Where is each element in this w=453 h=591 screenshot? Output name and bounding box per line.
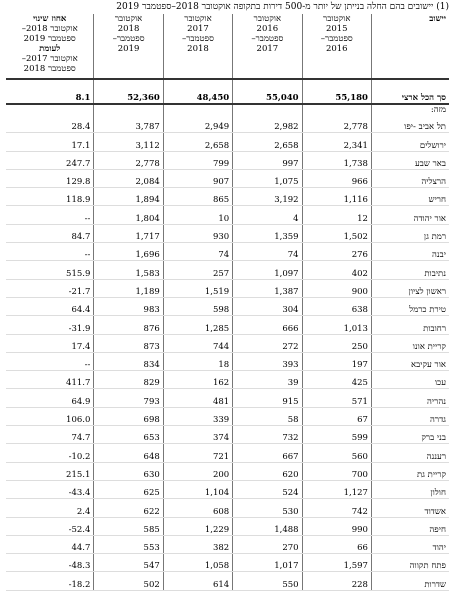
city-cell: עכו (371, 371, 449, 389)
percent-change-cell: -18.2 (6, 572, 94, 590)
header-period-2019: אוקטובר 2018 –ספטמבר 2019 (94, 14, 163, 79)
value-cell-2016: 742 (302, 499, 371, 517)
value-cell-2019: 698 (94, 407, 163, 425)
value-cell-2017: 1,097 (233, 261, 302, 279)
city-cell: טירת כרמל (371, 297, 449, 315)
city-cell: רמת גן (371, 224, 449, 242)
percent-change-cell: -48.3 (6, 554, 94, 572)
value-cell-2017: 915 (233, 389, 302, 407)
percent-change-cell: -- (6, 352, 94, 370)
value-cell-2016: 228 (302, 572, 371, 590)
city-cell: גדרה (371, 407, 449, 425)
value-cell-2017: 304 (233, 297, 302, 315)
table-row (6, 499, 449, 517)
value-cell-2018: 339 (163, 407, 232, 425)
value-cell-2017: 620 (233, 462, 302, 480)
value-cell-2016: 900 (302, 279, 371, 297)
percent-change-cell: 411.7 (6, 371, 94, 389)
value-cell-2019: 876 (94, 316, 163, 334)
value-cell-2017: 1,359 (233, 224, 302, 242)
value-cell-2017: 1,017 (233, 554, 302, 572)
header-period-2016: אוקטובר 2015 –ספטמבר 2016 (302, 14, 371, 79)
value-cell-2016: 1,013 (302, 316, 371, 334)
city-cell: רחובות (371, 316, 449, 334)
value-cell-2016: 66 (302, 535, 371, 553)
value-cell-2019: 1,894 (94, 188, 163, 206)
value-cell-2017: 4 (233, 206, 302, 224)
value-cell-2016: 276 (302, 243, 371, 261)
value-cell-2017: 997 (233, 151, 302, 169)
value-cell-2018: 1,104 (163, 480, 232, 498)
value-cell-2018: 481 (163, 389, 232, 407)
header-city: יישוב (371, 14, 449, 79)
value-cell-2016: 250 (302, 334, 371, 352)
value-cell-2018: 374 (163, 426, 232, 444)
percent-change-cell: 64.9 (6, 389, 94, 407)
percent-change-cell: 44.7 (6, 535, 94, 553)
city-cell: תל אביב -יפו (371, 115, 449, 133)
value-cell-2016: 1,502 (302, 224, 371, 242)
value-cell-2016: 1,127 (302, 480, 371, 498)
table-row (6, 316, 449, 334)
percent-change-cell: 247.7 (6, 151, 94, 169)
value-cell-2019: 793 (94, 389, 163, 407)
value-cell-2017: 3,192 (233, 188, 302, 206)
value-cell-2019: 1,189 (94, 279, 163, 297)
value-cell-2017: 58 (233, 407, 302, 425)
percent-change-cell: 84.7 (6, 224, 94, 242)
value-cell-2019: 3,112 (94, 133, 163, 151)
value-cell-2016: 2,341 (302, 133, 371, 151)
percent-change-cell: -31.9 (6, 316, 94, 334)
value-cell-2017: 530 (233, 499, 302, 517)
value-cell-2019: 630 (94, 462, 163, 480)
header-percent-change: אחוז שינוי אוקטובר 2018–ספטמבר 2019 לעומת אוקטובר 2017–ספטמבר 2018 (6, 14, 94, 79)
value-cell-2016: 197 (302, 352, 371, 370)
value-cell-2018: 907 (163, 169, 232, 187)
total-2017: 55,040 (233, 87, 302, 104)
city-cell: באר שבע (371, 151, 449, 169)
table-row (6, 297, 449, 315)
value-cell-2016: 425 (302, 371, 371, 389)
header-row (6, 14, 449, 79)
city-cell: חולון (371, 480, 449, 498)
value-cell-2016: 990 (302, 517, 371, 535)
value-cell-2018: 598 (163, 297, 232, 315)
table-row (6, 133, 449, 151)
percent-change-cell: 64.4 (6, 297, 94, 315)
value-cell-2016: 2,778 (302, 115, 371, 133)
value-cell-2016: 560 (302, 444, 371, 462)
value-cell-2019: 502 (94, 572, 163, 590)
table-row (6, 535, 449, 553)
percent-change-cell: 17.1 (6, 133, 94, 151)
table-row (6, 517, 449, 535)
value-cell-2018: 721 (163, 444, 232, 462)
table-row (6, 206, 449, 224)
value-cell-2016: 1,738 (302, 151, 371, 169)
percent-change-cell: 515.9 (6, 261, 94, 279)
table-row (6, 371, 449, 389)
value-cell-2016: 571 (302, 389, 371, 407)
percent-change-cell: -10.2 (6, 444, 94, 462)
value-cell-2019: 829 (94, 371, 163, 389)
value-cell-2019: 625 (94, 480, 163, 498)
value-cell-2018: 614 (163, 572, 232, 590)
value-cell-2017: 732 (233, 426, 302, 444)
percent-change-cell: 17.4 (6, 334, 94, 352)
value-cell-2019: 653 (94, 426, 163, 444)
value-cell-2019: 553 (94, 535, 163, 553)
table-row (6, 572, 449, 590)
table-row (6, 151, 449, 169)
table-row (6, 554, 449, 572)
value-cell-2018: 865 (163, 188, 232, 206)
value-cell-2019: 873 (94, 334, 163, 352)
value-cell-2016: 12 (302, 206, 371, 224)
table-row (6, 188, 449, 206)
value-cell-2019: 1,804 (94, 206, 163, 224)
table-row (6, 279, 449, 297)
table-row (6, 115, 449, 133)
value-cell-2019: 1,717 (94, 224, 163, 242)
city-cell: אשדוד (371, 499, 449, 517)
value-cell-2019: 834 (94, 352, 163, 370)
percent-change-cell: -- (6, 243, 94, 261)
value-cell-2017: 39 (233, 371, 302, 389)
value-cell-2019: 2,084 (94, 169, 163, 187)
table-row (6, 224, 449, 242)
value-cell-2017: 270 (233, 535, 302, 553)
total-2016: 55,180 (302, 87, 371, 104)
value-cell-2018: 608 (163, 499, 232, 517)
value-cell-2018: 74 (163, 243, 232, 261)
value-cell-2018: 162 (163, 371, 232, 389)
percent-change-cell: 106.0 (6, 407, 94, 425)
spacer-row (6, 79, 449, 87)
city-cell: יהוד (371, 535, 449, 553)
value-cell-2016: 966 (302, 169, 371, 187)
table-row (6, 389, 449, 407)
header-period-2018: אוקטובר 2017 –ספטמבר 2018 (163, 14, 232, 79)
percent-change-cell: -21.7 (6, 279, 94, 297)
value-cell-2017: 1,387 (233, 279, 302, 297)
value-cell-2018: 257 (163, 261, 232, 279)
subheader-row (6, 104, 449, 115)
percent-change-cell: 215.1 (6, 462, 94, 480)
value-cell-2017: 2,982 (233, 115, 302, 133)
table-footnote-title: (1) יישובים בהם החלה בנייתן של יותר מ-500 דירות בתקופה אוקטובר 2018–ספטמבר 2019 (116, 2, 449, 12)
table-row (6, 462, 449, 480)
value-cell-2016: 599 (302, 426, 371, 444)
city-cell: ראשון לציון (371, 279, 449, 297)
city-cell: שדרות (371, 572, 449, 590)
total-row (6, 87, 449, 104)
percent-change-cell: 129.8 (6, 169, 94, 187)
value-cell-2018: 2,949 (163, 115, 232, 133)
city-cell: אור יהודה (371, 206, 449, 224)
city-cell: פתח תקווה (371, 554, 449, 572)
table-row (6, 334, 449, 352)
value-cell-2018: 1,058 (163, 554, 232, 572)
table-row (6, 243, 449, 261)
table-row (6, 480, 449, 498)
value-cell-2017: 2,658 (233, 133, 302, 151)
value-cell-2017: 1,075 (233, 169, 302, 187)
table-row (6, 169, 449, 187)
subheader-label: מזה: (371, 104, 449, 115)
value-cell-2018: 930 (163, 224, 232, 242)
value-cell-2018: 744 (163, 334, 232, 352)
value-cell-2018: 799 (163, 151, 232, 169)
value-cell-2019: 648 (94, 444, 163, 462)
percent-change-cell: -43.4 (6, 480, 94, 498)
value-cell-2019: 1,696 (94, 243, 163, 261)
value-cell-2019: 622 (94, 499, 163, 517)
total-change: 8.1 (6, 87, 94, 104)
value-cell-2016: 402 (302, 261, 371, 279)
value-cell-2016: 1,597 (302, 554, 371, 572)
city-cell: קריית גת (371, 462, 449, 480)
city-cell: ירושלים (371, 133, 449, 151)
value-cell-2017: 550 (233, 572, 302, 590)
value-cell-2017: 1,488 (233, 517, 302, 535)
city-cell: הרצליה (371, 169, 449, 187)
value-cell-2018: 2,658 (163, 133, 232, 151)
value-cell-2017: 667 (233, 444, 302, 462)
value-cell-2017: 272 (233, 334, 302, 352)
city-cell: חיפה (371, 517, 449, 535)
value-cell-2017: 74 (233, 243, 302, 261)
value-cell-2018: 1,229 (163, 517, 232, 535)
value-cell-2018: 382 (163, 535, 232, 553)
value-cell-2017: 524 (233, 480, 302, 498)
total-2019: 52,360 (94, 87, 163, 104)
city-cell: בני ברק (371, 426, 449, 444)
value-cell-2019: 2,778 (94, 151, 163, 169)
value-cell-2018: 200 (163, 462, 232, 480)
value-cell-2018: 1,519 (163, 279, 232, 297)
city-cell: חריש (371, 188, 449, 206)
value-cell-2016: 1,116 (302, 188, 371, 206)
city-cell: יבנה (371, 243, 449, 261)
value-cell-2019: 547 (94, 554, 163, 572)
percent-change-cell: 2.4 (6, 499, 94, 517)
value-cell-2018: 1,285 (163, 316, 232, 334)
value-cell-2019: 585 (94, 517, 163, 535)
percent-change-cell: 28.4 (6, 115, 94, 133)
total-2018: 48,450 (163, 87, 232, 104)
value-cell-2018: 10 (163, 206, 232, 224)
city-cell: נתיבות (371, 261, 449, 279)
city-cell: אור עקיבא (371, 352, 449, 370)
value-cell-2019: 1,583 (94, 261, 163, 279)
value-cell-2019: 3,787 (94, 115, 163, 133)
value-cell-2019: 983 (94, 297, 163, 315)
percent-change-cell: -- (6, 206, 94, 224)
city-cell: קריית אונו (371, 334, 449, 352)
table-row (6, 426, 449, 444)
value-cell-2018: 18 (163, 352, 232, 370)
table-row (6, 444, 449, 462)
table-row (6, 261, 449, 279)
value-cell-2016: 67 (302, 407, 371, 425)
value-cell-2016: 638 (302, 297, 371, 315)
header-period-2017: אוקטובר 2016 –ספטמבר 2017 (233, 14, 302, 79)
total-label: סך הכל ארצי (371, 87, 449, 104)
value-cell-2017: 666 (233, 316, 302, 334)
percent-change-cell: 118.9 (6, 188, 94, 206)
city-cell: רעננה (371, 444, 449, 462)
percent-change-cell: 74.7 (6, 426, 94, 444)
value-cell-2016: 700 (302, 462, 371, 480)
value-cell-2017: 393 (233, 352, 302, 370)
table-row (6, 407, 449, 425)
percent-change-cell: -52.4 (6, 517, 94, 535)
table-row (6, 352, 449, 370)
housing-starts-table (6, 14, 449, 591)
city-cell: נהריה (371, 389, 449, 407)
